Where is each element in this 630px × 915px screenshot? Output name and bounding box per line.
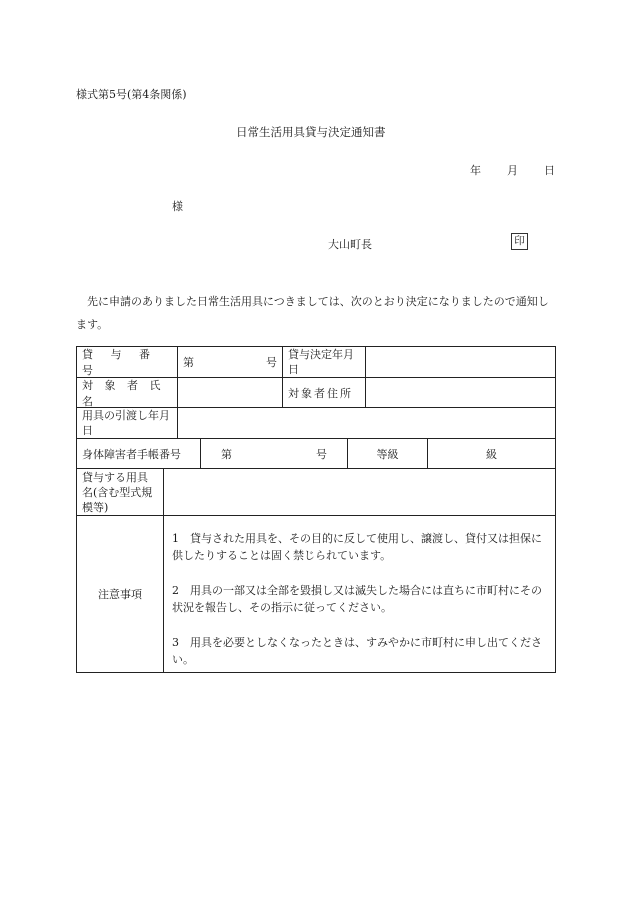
- subject-name-label-cell: [77, 378, 178, 407]
- loan-number-value-cell: [178, 347, 283, 377]
- table-row-equipment: [76, 469, 556, 516]
- document-title: 日常生活用具貸与決定通知書: [236, 125, 386, 139]
- loan-number-label: 貸 与 番 号: [82, 348, 157, 377]
- intro-text: 先に申請のありました日常生活用具につきましては、次のとおり決定になりましたので通知します。: [76, 295, 549, 331]
- loan-number-label-cell: [77, 347, 178, 377]
- notes-label: 注意事項: [98, 588, 142, 601]
- table-row-loan-number: [76, 346, 556, 378]
- notes-content-cell: [164, 516, 555, 672]
- note-item: 2 用具の一部又は全部を毀損し又は滅失した場合には直ちに市町村にその状況を報告し、その指示に従ってください。: [172, 584, 542, 614]
- subject-address-label: 対象者住所: [288, 386, 353, 400]
- year-label: 年: [470, 164, 481, 177]
- grade-label: 等級: [376, 447, 399, 461]
- table-row-handover-date: [76, 408, 556, 439]
- handbook-label-cell: [77, 439, 201, 468]
- decision-date-label-cell: [283, 347, 366, 377]
- note-item: 3 用具を必要としなくなったときは、すみやかに市町村に申し出てください。: [172, 636, 542, 666]
- month-label: 月: [507, 164, 518, 177]
- grade-suffix: 級: [486, 447, 497, 461]
- decision-date-label: 貸与決定年月日: [288, 348, 354, 376]
- subject-address-value-cell: [366, 378, 555, 407]
- recipient-suffix: 様: [172, 200, 183, 213]
- handbook-label: 身体障害者手帳番号: [82, 447, 181, 461]
- loan-number-prefix: 第: [183, 356, 194, 369]
- date-line: [470, 162, 555, 178]
- handover-date-label-cell: [77, 408, 178, 438]
- equipment-label: 貸与する用具名(含む型式規模等): [82, 470, 153, 514]
- loan-number-suffix: 号: [266, 356, 277, 369]
- equipment-label-cell: [77, 469, 164, 515]
- notes-label-cell: [77, 516, 164, 672]
- note-item: 1 貸与された用具を、その目的に反して使用し、譲渡し、貸付又は担保に供したりすることは固く禁じられています。: [172, 532, 542, 562]
- form-number: 様式第5号(第4条関係): [76, 88, 187, 101]
- issuer-name: 大山町長: [328, 238, 372, 251]
- seal-mark: 印: [511, 233, 528, 250]
- grade-value-cell: [428, 439, 555, 468]
- subject-name-label: 対 象 者 氏 名: [82, 378, 165, 408]
- handbook-prefix: 第: [221, 447, 232, 461]
- table-row-subject: [76, 378, 556, 408]
- grade-label-cell: [348, 439, 428, 468]
- table-row-notes: [76, 516, 556, 673]
- subject-address-label-cell: [283, 378, 366, 407]
- table-row-handbook: [76, 439, 556, 469]
- handbook-suffix: 号: [316, 447, 327, 461]
- day-label: 日: [544, 164, 555, 177]
- equipment-value-cell: [164, 469, 555, 515]
- handover-date-value-cell: [178, 408, 555, 438]
- handbook-value-cell: [201, 439, 348, 468]
- subject-name-value-cell: [178, 378, 283, 407]
- handover-date-label: 用具の引渡し年月日: [82, 409, 170, 437]
- decision-date-value-cell: [366, 347, 555, 377]
